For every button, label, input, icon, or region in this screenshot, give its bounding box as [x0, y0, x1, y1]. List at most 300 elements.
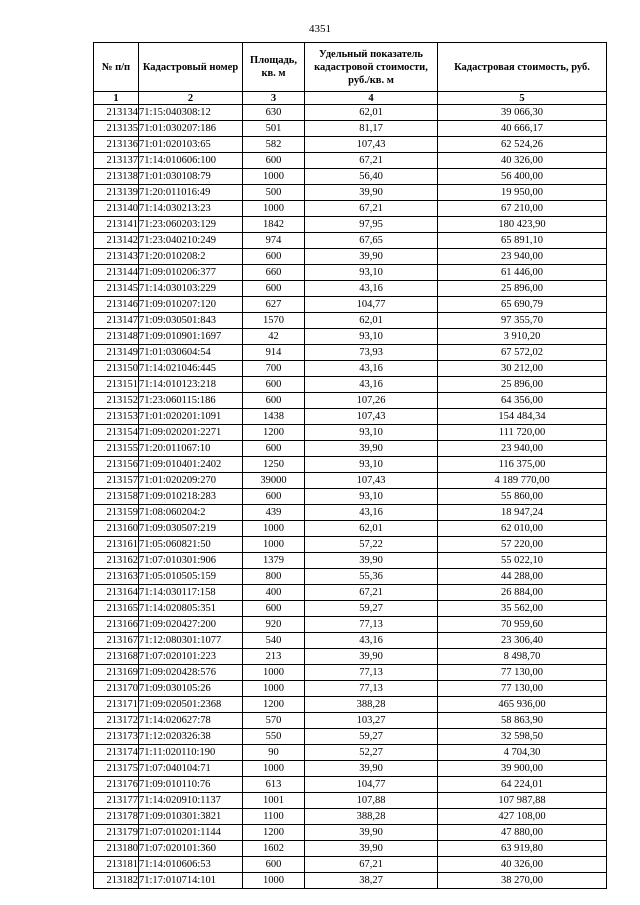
table-row [94, 665, 607, 681]
cadastral-number-cell: 71:07:040104:71 [139, 761, 243, 777]
cadastral-cost-cell: 116 375,00 [438, 457, 607, 473]
header-cadastral-number: Кадастровый номер [139, 43, 243, 92]
cadastral-value-table [93, 42, 607, 889]
row-index-cell: 213144 [94, 265, 139, 281]
cadastral-number-cell: 71:23:040210:249 [139, 233, 243, 249]
cadastral-number-cell: 71:15:040308:12 [139, 105, 243, 121]
cadastral-number-cell: 71:09:020501:2368 [139, 697, 243, 713]
column-number: 4 [305, 92, 438, 105]
cadastral-number-cell: 71:01:030207:186 [139, 121, 243, 137]
area-cell: 1000 [243, 169, 305, 185]
table-row [94, 537, 607, 553]
table-row [94, 457, 607, 473]
header-row [94, 43, 607, 92]
cadastral-number-cell: 71:08:060204:2 [139, 505, 243, 521]
area-cell: 1001 [243, 793, 305, 809]
area-cell: 582 [243, 137, 305, 153]
unit-rate-cell: 77,13 [305, 665, 438, 681]
table-row [94, 553, 607, 569]
unit-rate-cell: 55,36 [305, 569, 438, 585]
unit-rate-cell: 39,90 [305, 553, 438, 569]
cadastral-number-cell: 71:09:010110:76 [139, 777, 243, 793]
row-index-cell: 213176 [94, 777, 139, 793]
area-cell: 1602 [243, 841, 305, 857]
table-row [94, 697, 607, 713]
area-cell: 501 [243, 121, 305, 137]
cadastral-number-cell: 71:14:021046:445 [139, 361, 243, 377]
table-row [94, 377, 607, 393]
unit-rate-cell: 107,43 [305, 137, 438, 153]
row-index-cell: 213158 [94, 489, 139, 505]
row-index-cell: 213166 [94, 617, 139, 633]
cadastral-number-cell: 71:14:030103:229 [139, 281, 243, 297]
row-index-cell: 213134 [94, 105, 139, 121]
cadastral-cost-cell: 64 356,00 [438, 393, 607, 409]
row-index-cell: 213163 [94, 569, 139, 585]
cadastral-number-cell: 71:20:011067:10 [139, 441, 243, 457]
cadastral-cost-cell: 23 940,00 [438, 441, 607, 457]
unit-rate-cell: 81,17 [305, 121, 438, 137]
cadastral-cost-cell: 25 896,00 [438, 281, 607, 297]
unit-rate-cell: 93,10 [305, 425, 438, 441]
unit-rate-cell: 56,40 [305, 169, 438, 185]
cadastral-cost-cell: 107 987,88 [438, 793, 607, 809]
cadastral-cost-cell: 4 189 770,00 [438, 473, 607, 489]
cadastral-number-cell: 71:09:030507:219 [139, 521, 243, 537]
unit-rate-cell: 43,16 [305, 505, 438, 521]
cadastral-cost-cell: 64 224,01 [438, 777, 607, 793]
area-cell: 1250 [243, 457, 305, 473]
header-area: Площадь, кв. м [243, 43, 305, 92]
cadastral-cost-cell: 56 400,00 [438, 169, 607, 185]
unit-rate-cell: 67,21 [305, 201, 438, 217]
cadastral-cost-cell: 32 598,50 [438, 729, 607, 745]
cadastral-cost-cell: 25 896,00 [438, 377, 607, 393]
area-cell: 1842 [243, 217, 305, 233]
unit-rate-cell: 43,16 [305, 633, 438, 649]
row-index-cell: 213137 [94, 153, 139, 169]
table-row [94, 281, 607, 297]
area-cell: 600 [243, 857, 305, 873]
table-row [94, 265, 607, 281]
area-cell: 570 [243, 713, 305, 729]
header-index: № п/п [94, 43, 139, 92]
unit-rate-cell: 107,43 [305, 473, 438, 489]
cadastral-cost-cell: 40 326,00 [438, 153, 607, 169]
cadastral-number-cell: 71:23:060115:186 [139, 393, 243, 409]
page-number: 4351 [309, 23, 331, 35]
table-row [94, 489, 607, 505]
table-row [94, 617, 607, 633]
unit-rate-cell: 38,27 [305, 873, 438, 889]
area-cell: 1000 [243, 873, 305, 889]
cadastral-number-cell: 71:07:010201:1144 [139, 825, 243, 841]
unit-rate-cell: 39,90 [305, 249, 438, 265]
cadastral-cost-cell: 65 891,10 [438, 233, 607, 249]
table-row [94, 713, 607, 729]
unit-rate-cell: 62,01 [305, 521, 438, 537]
table-row [94, 505, 607, 521]
row-index-cell: 213179 [94, 825, 139, 841]
table-row [94, 297, 607, 313]
row-index-cell: 213160 [94, 521, 139, 537]
cadastral-cost-cell: 97 355,70 [438, 313, 607, 329]
table-row [94, 857, 607, 873]
cadastral-number-cell: 71:20:010208:2 [139, 249, 243, 265]
cadastral-cost-cell: 39 066,30 [438, 105, 607, 121]
row-index-cell: 213161 [94, 537, 139, 553]
row-index-cell: 213146 [94, 297, 139, 313]
table-body [94, 105, 607, 889]
unit-rate-cell: 43,16 [305, 281, 438, 297]
cadastral-cost-cell: 19 950,00 [438, 185, 607, 201]
cadastral-number-cell: 71:14:020627:78 [139, 713, 243, 729]
table-row [94, 121, 607, 137]
row-index-cell: 213140 [94, 201, 139, 217]
cadastral-cost-cell: 67 210,00 [438, 201, 607, 217]
row-index-cell: 213149 [94, 345, 139, 361]
table-row [94, 793, 607, 809]
area-cell: 1100 [243, 809, 305, 825]
cadastral-number-cell: 71:09:030105:26 [139, 681, 243, 697]
row-index-cell: 213165 [94, 601, 139, 617]
table-row [94, 345, 607, 361]
cadastral-number-cell: 71:09:020428:576 [139, 665, 243, 681]
table-row [94, 329, 607, 345]
cadastral-cost-cell: 57 220,00 [438, 537, 607, 553]
table-row [94, 761, 607, 777]
table-row [94, 313, 607, 329]
unit-rate-cell: 104,77 [305, 777, 438, 793]
table-row [94, 473, 607, 489]
cadastral-cost-cell: 35 562,00 [438, 601, 607, 617]
unit-rate-cell: 39,90 [305, 441, 438, 457]
cadastral-number-cell: 71:09:010207:120 [139, 297, 243, 313]
table-row [94, 361, 607, 377]
cadastral-number-cell: 71:09:010901:1697 [139, 329, 243, 345]
cadastral-cost-cell: 55 860,00 [438, 489, 607, 505]
cadastral-number-cell: 71:05:010505:159 [139, 569, 243, 585]
area-cell: 1438 [243, 409, 305, 425]
table-row [94, 745, 607, 761]
table-row [94, 105, 607, 121]
column-number: 3 [243, 92, 305, 105]
unit-rate-cell: 104,77 [305, 297, 438, 313]
row-index-cell: 213181 [94, 857, 139, 873]
row-index-cell: 213162 [94, 553, 139, 569]
area-cell: 700 [243, 361, 305, 377]
unit-rate-cell: 39,90 [305, 825, 438, 841]
cadastral-cost-cell: 38 270,00 [438, 873, 607, 889]
table-row [94, 633, 607, 649]
row-index-cell: 213155 [94, 441, 139, 457]
cadastral-cost-cell: 3 910,20 [438, 329, 607, 345]
row-index-cell: 213159 [94, 505, 139, 521]
table-row [94, 521, 607, 537]
unit-rate-cell: 93,10 [305, 457, 438, 473]
cadastral-number-cell: 71:23:060203:129 [139, 217, 243, 233]
area-cell: 500 [243, 185, 305, 201]
row-index-cell: 213145 [94, 281, 139, 297]
row-index-cell: 213136 [94, 137, 139, 153]
row-index-cell: 213168 [94, 649, 139, 665]
unit-rate-cell: 39,90 [305, 649, 438, 665]
table-row [94, 233, 607, 249]
row-index-cell: 213156 [94, 457, 139, 473]
table-row [94, 409, 607, 425]
table-row [94, 873, 607, 889]
column-number: 5 [438, 92, 607, 105]
row-index-cell: 213153 [94, 409, 139, 425]
column-number-row [94, 92, 607, 105]
row-index-cell: 213171 [94, 697, 139, 713]
unit-rate-cell: 57,22 [305, 537, 438, 553]
row-index-cell: 213173 [94, 729, 139, 745]
area-cell: 630 [243, 105, 305, 121]
cadastral-number-cell: 71:07:020101:223 [139, 649, 243, 665]
area-cell: 600 [243, 489, 305, 505]
cadastral-cost-cell: 8 498,70 [438, 649, 607, 665]
unit-rate-cell: 388,28 [305, 697, 438, 713]
unit-rate-cell: 39,90 [305, 761, 438, 777]
cadastral-number-cell: 71:09:010218:283 [139, 489, 243, 505]
unit-rate-cell: 107,88 [305, 793, 438, 809]
area-cell: 1200 [243, 825, 305, 841]
unit-rate-cell: 59,27 [305, 601, 438, 617]
area-cell: 439 [243, 505, 305, 521]
unit-rate-cell: 43,16 [305, 377, 438, 393]
table-row [94, 841, 607, 857]
unit-rate-cell: 107,43 [305, 409, 438, 425]
cadastral-cost-cell: 47 880,00 [438, 825, 607, 841]
unit-rate-cell: 103,27 [305, 713, 438, 729]
row-index-cell: 213142 [94, 233, 139, 249]
row-index-cell: 213180 [94, 841, 139, 857]
area-cell: 600 [243, 393, 305, 409]
table-row [94, 809, 607, 825]
area-cell: 1200 [243, 697, 305, 713]
table-row [94, 249, 607, 265]
row-index-cell: 213135 [94, 121, 139, 137]
area-cell: 600 [243, 441, 305, 457]
area-cell: 660 [243, 265, 305, 281]
cadastral-cost-cell: 180 423,90 [438, 217, 607, 233]
cadastral-cost-cell: 39 900,00 [438, 761, 607, 777]
area-cell: 600 [243, 377, 305, 393]
row-index-cell: 213147 [94, 313, 139, 329]
cadastral-number-cell: 71:09:030501:843 [139, 313, 243, 329]
area-cell: 1000 [243, 201, 305, 217]
unit-rate-cell: 388,28 [305, 809, 438, 825]
row-index-cell: 213169 [94, 665, 139, 681]
area-cell: 90 [243, 745, 305, 761]
cadastral-cost-cell: 77 130,00 [438, 681, 607, 697]
table-row [94, 137, 607, 153]
area-cell: 800 [243, 569, 305, 585]
cadastral-cost-cell: 62 524,26 [438, 137, 607, 153]
area-cell: 1200 [243, 425, 305, 441]
area-cell: 1000 [243, 521, 305, 537]
row-index-cell: 213172 [94, 713, 139, 729]
cadastral-number-cell: 71:09:010401:2402 [139, 457, 243, 473]
area-cell: 1000 [243, 537, 305, 553]
cadastral-cost-cell: 427 108,00 [438, 809, 607, 825]
area-cell: 600 [243, 153, 305, 169]
unit-rate-cell: 39,90 [305, 185, 438, 201]
unit-rate-cell: 77,13 [305, 681, 438, 697]
row-index-cell: 213154 [94, 425, 139, 441]
area-cell: 540 [243, 633, 305, 649]
table-row [94, 425, 607, 441]
table-row [94, 569, 607, 585]
area-cell: 1570 [243, 313, 305, 329]
table-row [94, 825, 607, 841]
cadastral-cost-cell: 18 947,24 [438, 505, 607, 521]
unit-rate-cell: 67,21 [305, 153, 438, 169]
table-row [94, 585, 607, 601]
area-cell: 42 [243, 329, 305, 345]
unit-rate-cell: 93,10 [305, 329, 438, 345]
area-cell: 550 [243, 729, 305, 745]
cadastral-cost-cell: 465 936,00 [438, 697, 607, 713]
unit-rate-cell: 62,01 [305, 313, 438, 329]
cadastral-cost-cell: 4 704,30 [438, 745, 607, 761]
cadastral-number-cell: 71:01:020103:65 [139, 137, 243, 153]
cadastral-number-cell: 71:07:020101:360 [139, 841, 243, 857]
cadastral-number-cell: 71:01:020201:1091 [139, 409, 243, 425]
cadastral-number-cell: 71:09:020427:200 [139, 617, 243, 633]
column-number: 1 [94, 92, 139, 105]
table-row [94, 649, 607, 665]
unit-rate-cell: 107,26 [305, 393, 438, 409]
area-cell: 39000 [243, 473, 305, 489]
row-index-cell: 213143 [94, 249, 139, 265]
row-index-cell: 213177 [94, 793, 139, 809]
unit-rate-cell: 93,10 [305, 489, 438, 505]
cadastral-cost-cell: 23 940,00 [438, 249, 607, 265]
cadastral-number-cell: 71:17:010714:101 [139, 873, 243, 889]
row-index-cell: 213148 [94, 329, 139, 345]
unit-rate-cell: 62,01 [305, 105, 438, 121]
column-number: 2 [139, 92, 243, 105]
area-cell: 600 [243, 281, 305, 297]
cadastral-number-cell: 71:12:020326:38 [139, 729, 243, 745]
cadastral-number-cell: 71:09:010301:3821 [139, 809, 243, 825]
unit-rate-cell: 67,21 [305, 857, 438, 873]
cadastral-cost-cell: 77 130,00 [438, 665, 607, 681]
unit-rate-cell: 59,27 [305, 729, 438, 745]
row-index-cell: 213174 [94, 745, 139, 761]
table-row [94, 681, 607, 697]
cadastral-number-cell: 71:12:080301:1077 [139, 633, 243, 649]
cadastral-number-cell: 71:11:020110:190 [139, 745, 243, 761]
table-row [94, 729, 607, 745]
cadastral-number-cell: 71:09:020201:2271 [139, 425, 243, 441]
row-index-cell: 213138 [94, 169, 139, 185]
unit-rate-cell: 73,93 [305, 345, 438, 361]
area-cell: 1000 [243, 665, 305, 681]
row-index-cell: 213178 [94, 809, 139, 825]
area-cell: 600 [243, 601, 305, 617]
cadastral-number-cell: 71:14:020805:351 [139, 601, 243, 617]
cadastral-number-cell: 71:01:030108:79 [139, 169, 243, 185]
unit-rate-cell: 93,10 [305, 265, 438, 281]
row-index-cell: 213151 [94, 377, 139, 393]
cadastral-cost-cell: 65 690,79 [438, 297, 607, 313]
table-row [94, 601, 607, 617]
table-row [94, 777, 607, 793]
area-cell: 1379 [243, 553, 305, 569]
cadastral-number-cell: 71:14:030213:23 [139, 201, 243, 217]
table-row [94, 393, 607, 409]
cadastral-number-cell: 71:01:030604:54 [139, 345, 243, 361]
cadastral-cost-cell: 40 666,17 [438, 121, 607, 137]
area-cell: 1000 [243, 761, 305, 777]
area-cell: 627 [243, 297, 305, 313]
unit-rate-cell: 77,13 [305, 617, 438, 633]
table-row [94, 153, 607, 169]
cadastral-cost-cell: 111 720,00 [438, 425, 607, 441]
area-cell: 213 [243, 649, 305, 665]
cadastral-cost-cell: 58 863,90 [438, 713, 607, 729]
cadastral-number-cell: 71:20:011016:49 [139, 185, 243, 201]
row-index-cell: 213170 [94, 681, 139, 697]
area-cell: 974 [243, 233, 305, 249]
row-index-cell: 213182 [94, 873, 139, 889]
table-row [94, 185, 607, 201]
unit-rate-cell: 67,21 [305, 585, 438, 601]
row-index-cell: 213164 [94, 585, 139, 601]
cadastral-cost-cell: 70 959,60 [438, 617, 607, 633]
row-index-cell: 213152 [94, 393, 139, 409]
table-row [94, 169, 607, 185]
area-cell: 914 [243, 345, 305, 361]
area-cell: 1000 [243, 681, 305, 697]
cadastral-cost-cell: 61 446,00 [438, 265, 607, 281]
row-index-cell: 213167 [94, 633, 139, 649]
cadastral-number-cell: 71:05:060821:50 [139, 537, 243, 553]
cadastral-cost-cell: 30 212,00 [438, 361, 607, 377]
header-unit-rate: Удельный показатель кадастровой стоимости, руб./кв. м [305, 43, 438, 92]
cadastral-cost-cell: 26 884,00 [438, 585, 607, 601]
cadastral-number-cell: 71:14:030117:158 [139, 585, 243, 601]
area-cell: 613 [243, 777, 305, 793]
row-index-cell: 213175 [94, 761, 139, 777]
table-row [94, 441, 607, 457]
table-row [94, 201, 607, 217]
cadastral-number-cell: 71:07:010301:906 [139, 553, 243, 569]
cadastral-cost-cell: 62 010,00 [438, 521, 607, 537]
header-cadastral-cost: Кадастровая стоимость, руб. [438, 43, 607, 92]
area-cell: 920 [243, 617, 305, 633]
unit-rate-cell: 67,65 [305, 233, 438, 249]
row-index-cell: 213141 [94, 217, 139, 233]
area-cell: 600 [243, 249, 305, 265]
cadastral-number-cell: 71:14:010606:53 [139, 857, 243, 873]
unit-rate-cell: 52,27 [305, 745, 438, 761]
row-index-cell: 213150 [94, 361, 139, 377]
row-index-cell: 213139 [94, 185, 139, 201]
unit-rate-cell: 97,95 [305, 217, 438, 233]
cadastral-number-cell: 71:01:020209:270 [139, 473, 243, 489]
unit-rate-cell: 43,16 [305, 361, 438, 377]
unit-rate-cell: 39,90 [305, 841, 438, 857]
cadastral-number-cell: 71:14:020910:1137 [139, 793, 243, 809]
cadastral-number-cell: 71:14:010606:100 [139, 153, 243, 169]
cadastral-cost-cell: 40 326,00 [438, 857, 607, 873]
cadastral-cost-cell: 154 484,34 [438, 409, 607, 425]
cadastral-number-cell: 71:09:010206:377 [139, 265, 243, 281]
